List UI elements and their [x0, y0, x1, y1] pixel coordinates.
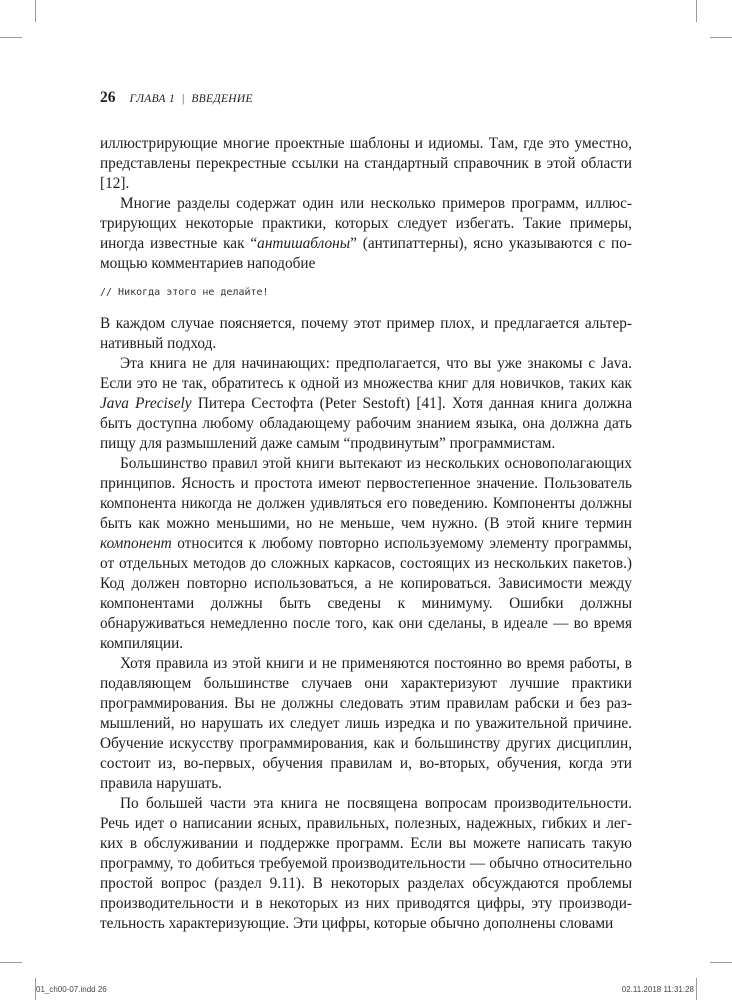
text-run: иллюстрирующие многие проектные шаблоны и идиомы. Там, где это уместно, представлены перекрестные ссылки на стандартный справочник в этой области [12]. — [100, 135, 632, 192]
crop-mark-right-top — [710, 37, 732, 38]
italic-term: компонент — [100, 535, 172, 552]
text-run: Большинство правил этой книги вытекают из нескольких основополагающих принципов. Ясность и простота имеют первостепенное значение. Пользователь компонента никогда не должен удивляться его поведению. Компоненты должны быть как можно меньшими, но не меньше, чем нужно. (В этой книге термин — [100, 455, 632, 532]
italic-term: антишаблоны — [257, 235, 351, 252]
text-run: По большей части эта книга не посвящена вопросам производительности. Речь идет о написании ясных, правильных, полезных, надежных, гибких и легких в обслуживании и поддержке программ. Если вы можете написать такую программу, то добиться требуемой производительности — обычно относительно простой вопрос (раздел 9.11). В некоторых разделах обсуждаются проблемы производительности и в некоторых из них приводятся цифры, эту производительность характеризующие. Эти цифры, которые обычно дополнены словами — [100, 795, 632, 932]
paragraph — [100, 454, 632, 654]
body-text — [100, 134, 632, 934]
paragraph — [100, 794, 632, 934]
footer-file-info: 01_ch00-07.indd 26 — [36, 985, 107, 994]
section-label: ВВЕДЕНИЕ — [191, 93, 253, 105]
text-run: Питера Сестофта (Peter Sestoft) [41]. Хотя данная книга должна быть доступна любому обладающему рабочим знанием языка, она должна дать пищу для размышлений даже самым “продвинутым” программистам. — [100, 395, 632, 452]
page-number: 26 — [100, 89, 116, 106]
text-run: Эта книга не для начинающих: предполагается, что вы уже знакомы с Java. Если это не так, обратитесь к одной из множества книг для новичков, таких как — [100, 355, 632, 392]
text-run: // Никогда этого не делайте! — [100, 287, 269, 298]
text-run: В каждом случае поясняется, почему этот пример плох, и предлагается альтернативный подход. — [100, 315, 632, 352]
crop-mark-bottom-right — [696, 978, 697, 1000]
paragraph — [100, 314, 632, 354]
paragraph — [100, 654, 632, 794]
paragraph — [100, 134, 632, 194]
code-comment — [100, 283, 632, 303]
text-run: относится к любому повторно используемому элементу программы, от отдельных методов до сложных каркасов, состоящих из нескольких пакетов.) Код должен повторно использоваться, а не копироваться. Зависимости между компонентами должны быть сведены к минимуму. Ошибки должны обнаруживаться немедленно после того, как они сделаны, в идеале — во время компиляции. — [100, 535, 632, 652]
italic-term: Java Precisely — [100, 395, 192, 412]
crop-mark-left-top — [0, 37, 22, 38]
crop-mark-top-right — [696, 0, 697, 22]
running-head — [100, 89, 253, 107]
paragraph — [100, 354, 632, 454]
text-run: Многие разделы содержат один или несколько примеров программ, иллюстрирующих некоторые практики, которых следует избегать. Такие примеры, иногда известные как “ — [100, 195, 632, 252]
crop-mark-left-bottom — [0, 962, 22, 963]
chapter-label: ГЛАВА 1 — [129, 93, 176, 105]
header-separator: | — [182, 93, 185, 105]
crop-mark-top-left — [35, 0, 36, 22]
text-run: Хотя правила из этой книги и не применяются постоянно во время работы, в подавляющем большинстве случаев они характеризуют лучшие практики программирования. Вы не должны следовать этим правилам рабски и без размышлений, но нарушать их следует лишь изредка и по уважительной причине. Обучение искусству программирования, как и большинству других дисциплин, состоит из, во-первых, обучения правилам и, во-вторых, обучения, когда эти правила нарушать. — [100, 655, 632, 792]
paragraph — [100, 194, 632, 274]
text-run: ” (антипаттерны), ясно указываются с помощью комментариев наподобие — [100, 235, 632, 272]
footer-timestamp: 02.11.2018 11:31:28 — [621, 985, 694, 994]
crop-mark-right-bottom — [710, 962, 732, 963]
